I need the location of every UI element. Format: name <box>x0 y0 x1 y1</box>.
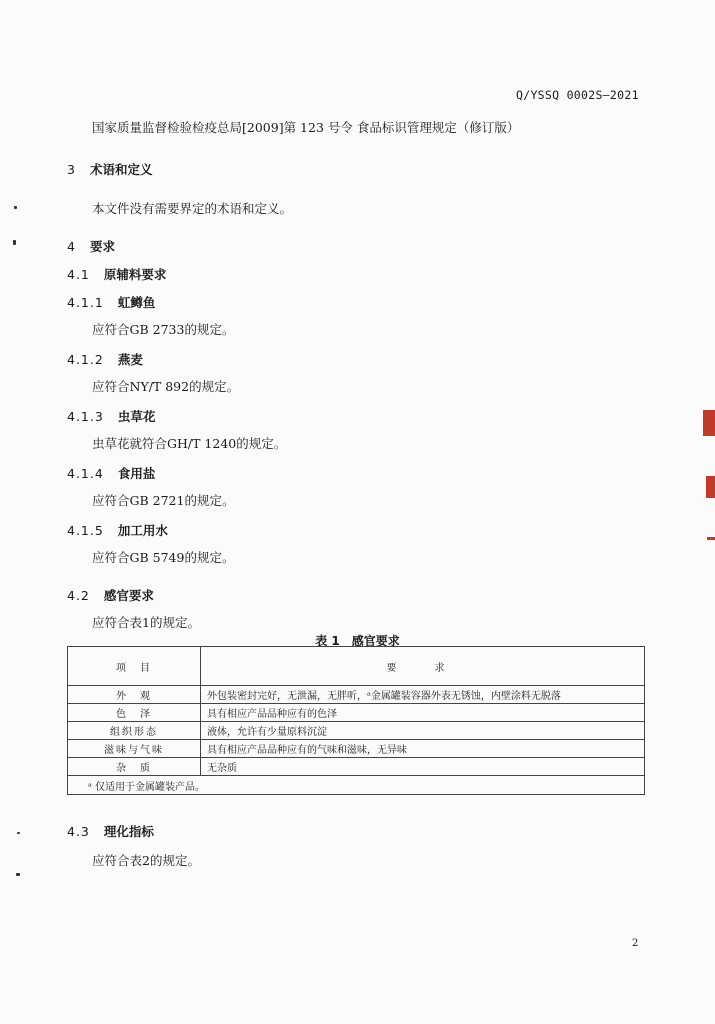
section-4-2-text: 应符合表1的规定。 <box>92 615 200 630</box>
section-4-1-3-text: 虫草花就符合GH/T 1240的规定。 <box>92 436 287 451</box>
section-4-1-4-heading <box>67 464 155 482</box>
table-header-requirement: 要 求 <box>201 647 645 686</box>
section-4-3-number: 4.3 <box>67 824 90 839</box>
section-4-1-heading <box>67 265 166 283</box>
section-4-3-title: 理化指标 <box>103 824 154 839</box>
section-3-text: 本文件没有需要界定的术语和定义。 <box>92 201 293 216</box>
section-4-1-2-text: 应符合NY/T 892的规定。 <box>92 379 240 394</box>
document-code: Q/YSSQ 0002S—2021 <box>516 88 639 102</box>
table-cell-requirement: 无杂质 <box>201 758 645 776</box>
section-4-1-1-number: 4.1.1 <box>67 295 104 310</box>
table-cell-item: 滋味与气味 <box>68 740 201 758</box>
section-4-1-4-number: 4.1.4 <box>67 466 104 481</box>
section-4-1-5-title: 加工用水 <box>117 523 168 538</box>
section-3-title: 术语和定义 <box>89 162 153 177</box>
table-cell-requirement: 液体，允许有少量原料沉淀 <box>201 722 645 740</box>
section-4-1-2-heading <box>67 350 143 368</box>
section-4-1-3-title: 虫草花 <box>117 409 156 424</box>
page-number: 2 <box>632 938 639 949</box>
section-4-1-3-heading <box>67 407 155 425</box>
table-cell-requirement: 具有相应产品品种应有的气味和滋味，无异味 <box>201 740 645 758</box>
section-4-1-4-title: 食用盐 <box>117 466 156 481</box>
scan-mark <box>17 832 20 834</box>
section-4-1-1-heading <box>67 293 155 311</box>
table-cell-item: 色 泽 <box>68 704 201 722</box>
seal-fragment <box>706 476 715 498</box>
table-row <box>68 740 645 758</box>
section-4-1-1-title: 虹鳟鱼 <box>117 295 156 310</box>
table-cell-item: 外 观 <box>68 686 201 704</box>
section-4-heading <box>67 237 115 255</box>
section-3-heading <box>67 160 152 178</box>
seal-fragment <box>703 410 715 436</box>
table-footnote-row <box>68 776 645 795</box>
table-cell-item: 杂 质 <box>68 758 201 776</box>
section-4-1-5-number: 4.1.5 <box>67 523 104 538</box>
scan-mark <box>16 873 20 876</box>
reference-line: 国家质量监督检验检疫总局[2009]第 123 号令 食品标识管理规定（修订版） <box>92 120 520 135</box>
table-cell-requirement: 具有相应产品品种应有的色泽 <box>201 704 645 722</box>
section-4-3-heading <box>67 822 154 840</box>
table-cell-item: 组织形态 <box>68 722 201 740</box>
section-4-3-text: 应符合表2的规定。 <box>92 853 200 868</box>
table-header-item: 项 目 <box>68 647 201 686</box>
sensory-requirements-table <box>67 646 645 795</box>
table-row <box>68 686 645 704</box>
scan-mark <box>13 240 16 245</box>
section-4-1-5-text: 应符合GB 5749的规定。 <box>92 550 235 565</box>
table-row <box>68 722 645 740</box>
section-4-1-2-number: 4.1.2 <box>67 352 104 367</box>
table-footnote: ᵃ 仅适用于金属罐装产品。 <box>68 776 645 795</box>
scan-mark <box>14 206 17 209</box>
table-row <box>68 704 645 722</box>
table-1-caption: 表 1 感官要求 <box>315 634 400 648</box>
section-4-1-number: 4.1 <box>67 267 90 282</box>
table-row <box>68 758 645 776</box>
section-4-2-title: 感官要求 <box>103 588 154 603</box>
section-4-1-4-text: 应符合GB 2721的规定。 <box>92 493 235 508</box>
section-4-number: 4 <box>67 239 76 254</box>
section-4-1-2-title: 燕麦 <box>117 352 143 367</box>
section-4-2-heading <box>67 586 154 604</box>
section-4-1-3-number: 4.1.3 <box>67 409 104 424</box>
table-header-row <box>68 647 645 686</box>
section-4-1-1-text: 应符合GB 2733的规定。 <box>92 322 235 337</box>
section-4-1-title: 原辅料要求 <box>103 267 167 282</box>
section-4-title: 要求 <box>89 239 115 254</box>
section-3-number: 3 <box>67 162 76 177</box>
table-cell-requirement: 外包装密封完好，无泄漏，无胖听，ᵃ金属罐装容器外表无锈蚀，内壁涂料无脱落 <box>201 686 645 704</box>
seal-fragment <box>707 537 715 540</box>
section-4-2-number: 4.2 <box>67 588 90 603</box>
section-4-1-5-heading <box>67 521 168 539</box>
